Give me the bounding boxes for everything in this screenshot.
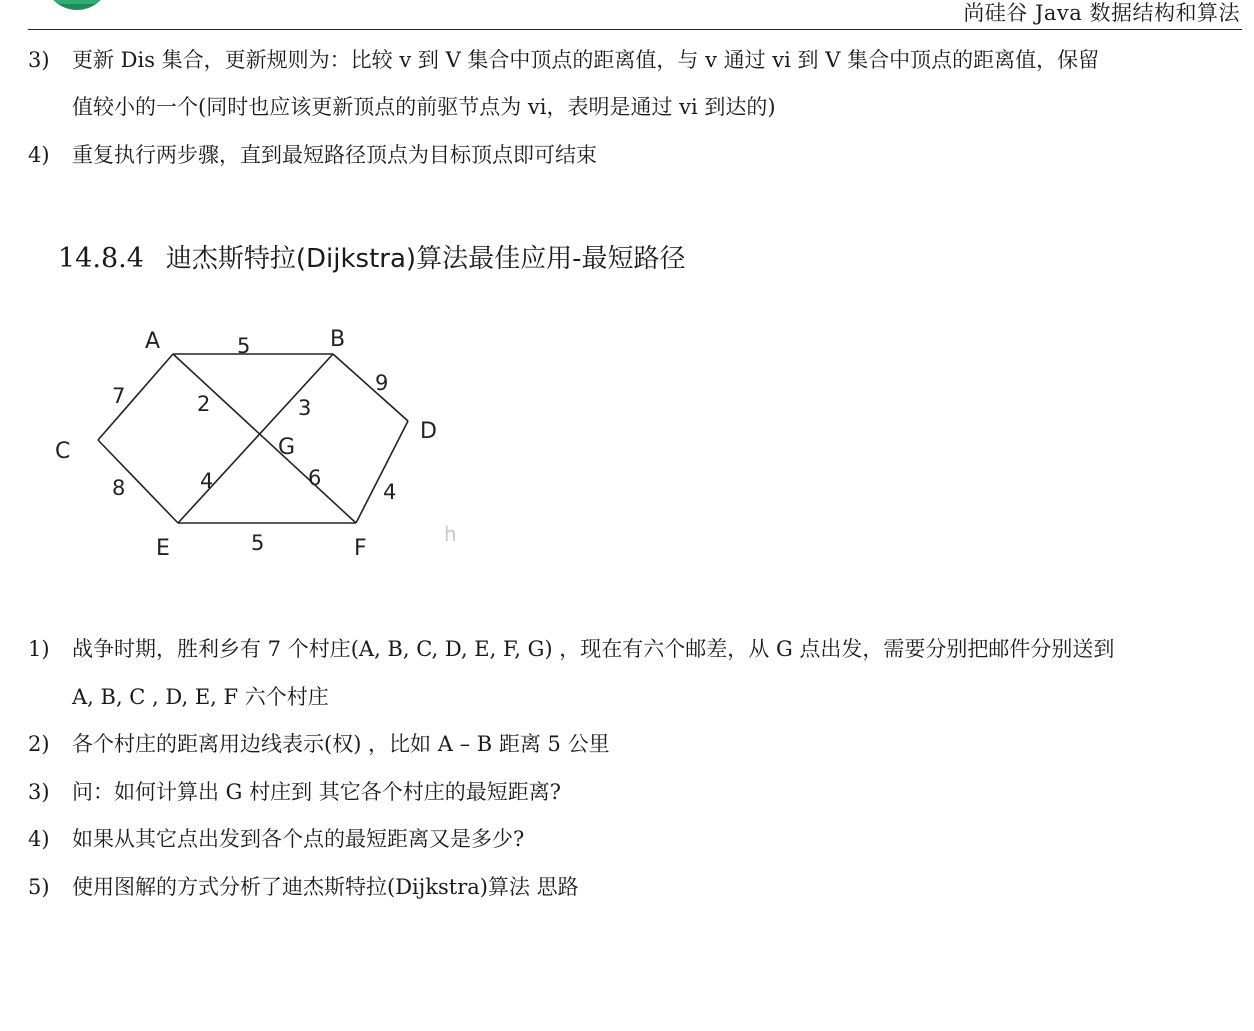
- list-item-number: 4): [28, 827, 50, 851]
- graph-edges: [98, 354, 408, 523]
- list-item-number: 3): [28, 780, 50, 804]
- stray-mark: h: [444, 522, 457, 546]
- list-item-number: 2): [28, 732, 50, 756]
- list-item-text: 值较小的一个(同时也应该更新顶点的前驱节点为 vi，表明是通过 vi 到达的): [72, 95, 776, 119]
- section-heading: [58, 242, 685, 276]
- edge-d-f: [356, 421, 408, 523]
- weight-label-b-e: 3: [298, 396, 312, 420]
- village-graph-figure: [40, 318, 480, 568]
- edge-b-d: [333, 354, 408, 421]
- node-label-d: D: [420, 419, 437, 444]
- section-title: 迪杰斯特拉(Dijkstra)算法最佳应用-最短路径: [165, 244, 686, 274]
- node-label-f: F: [354, 536, 367, 561]
- list-item-number: 4): [28, 143, 50, 167]
- list-item-number: 5): [28, 875, 50, 899]
- weight-label-a-b: 5: [237, 334, 251, 358]
- weight-label-b-d: 9: [375, 371, 389, 395]
- node-label-e: E: [156, 536, 170, 561]
- weight-label-e-f: 5: [251, 531, 265, 555]
- list-item-text: 问：如何计算出 G 村庄到 其它各个村庄的最短距离?: [72, 780, 562, 804]
- edge-c-e: [98, 440, 178, 523]
- graph-node-labels: [55, 327, 437, 561]
- weight-label-a-c: 7: [112, 384, 126, 408]
- section-number: 14.8.4: [58, 243, 144, 274]
- weight-label-c-e: 8: [112, 476, 126, 500]
- weight-label-g-f: 6: [308, 466, 322, 490]
- list-item-text: 如果从其它点出发到各个点的最短距离又是多少?: [72, 827, 525, 851]
- list-item-number: 3): [28, 48, 50, 72]
- node-label-g: G: [278, 435, 296, 460]
- weight-label-g-e: 4: [200, 469, 214, 493]
- edge-a-c: [98, 354, 173, 440]
- weight-label-a-f: 2: [197, 392, 211, 416]
- header-title: 尚硅谷 Java 数据结构和算法: [963, 1, 1240, 25]
- list-item-text: 各个村庄的距离用边线表示(权) ，比如 A – B 距离 5 公里: [72, 732, 610, 756]
- list-item-text: A, B, C , D, E, F 六个村庄: [72, 685, 329, 709]
- weight-label-d-f: 4: [383, 480, 397, 504]
- list-item-number: 1): [28, 637, 50, 661]
- node-label-a: A: [145, 329, 161, 354]
- list-item-text: 使用图解的方式分析了迪杰斯特拉(Dijkstra)算法 思路: [72, 875, 579, 899]
- list-item-text: 战争时期，胜利乡有 7 个村庄(A, B, C, D, E, F, G) ，现在有六个邮差，从 G 点出发，需要分别把邮件分别送到: [72, 637, 1115, 661]
- node-label-c: C: [55, 439, 71, 464]
- list-item-text: 重复执行两步骤，直到最短路径顶点为目标顶点即可结束: [72, 143, 597, 167]
- header-divider: [28, 29, 1242, 30]
- list-item-text: 更新 Dis 集合，更新规则为：比较 v 到 V 集合中顶点的距离值，与 v 通过 vi 到 V 集合中顶点的距离值，保留: [72, 48, 1100, 72]
- publisher-logo: [44, 0, 110, 10]
- node-label-b: B: [330, 327, 346, 352]
